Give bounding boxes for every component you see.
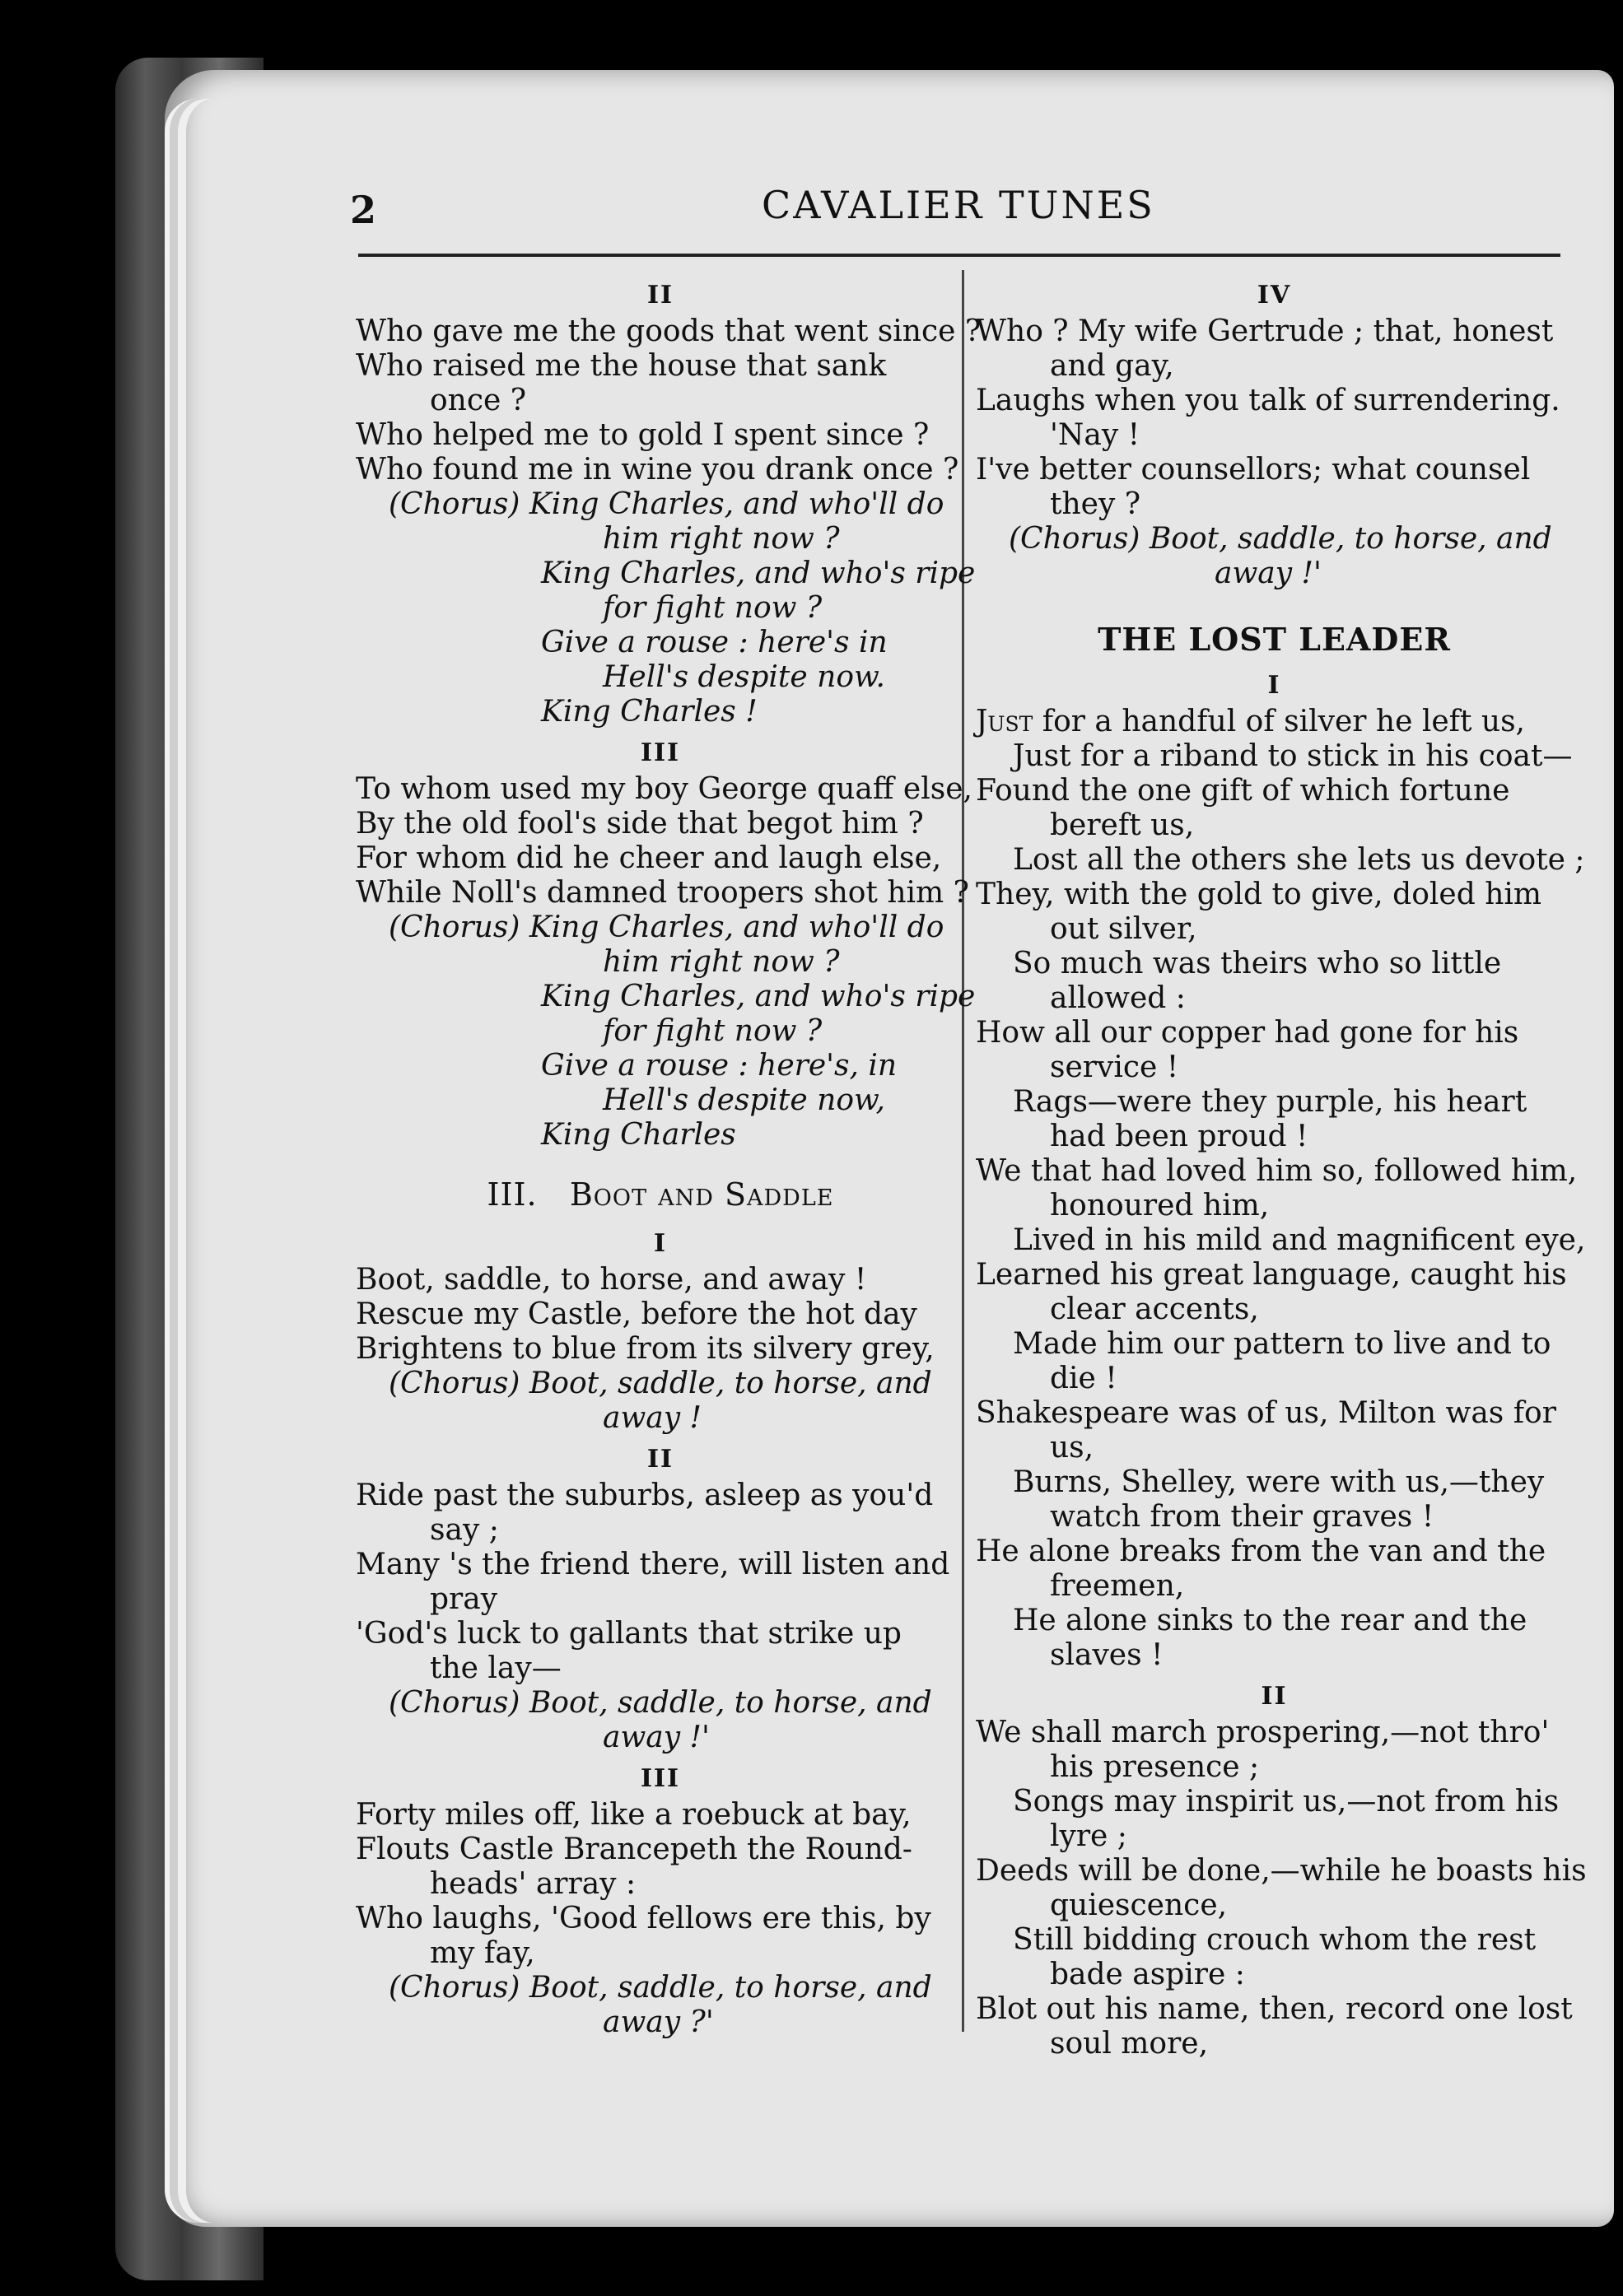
stanza-numeral: II: [646, 281, 674, 310]
verse-line: Blot out his name, then, record one lost: [976, 1992, 1573, 2026]
verse-line: die !: [1050, 1362, 1117, 1395]
verse-line: By the old fool's side that begot him ?: [356, 807, 924, 841]
verse-line: watch from their graves !: [1050, 1500, 1434, 1534]
verse-line: Ride past the suburbs, asleep as you'd: [356, 1479, 934, 1512]
page-header: [350, 181, 1577, 231]
running-head: CAVALIER TUNES: [762, 183, 1155, 227]
verse-line: Songs may inspirit us,—not from his: [1013, 1785, 1560, 1819]
chorus-line: King Charles, and who's ripe: [541, 557, 976, 590]
chorus-label: (Chorus): [1009, 522, 1140, 556]
verse-line: They, with the gold to give, doled him: [976, 878, 1542, 911]
section-number: III.: [487, 1176, 538, 1213]
chorus-line: [356, 910, 965, 945]
verse-line: He alone sinks to the rear and the: [1013, 1604, 1527, 1637]
verse-line: Many 's the friend there, will listen and: [356, 1548, 950, 1581]
verse-line: Lived in his mild and magnificent eye,: [1013, 1223, 1586, 1257]
verse-line: Burns, Shelley, were with us,—they: [1013, 1465, 1545, 1499]
chorus-label: (Chorus): [389, 487, 520, 521]
chorus-label: (Chorus): [389, 1367, 520, 1400]
verse-line: We that had loved him so, followed him,: [976, 1154, 1578, 1188]
verse-line: lyre ;: [1050, 1819, 1127, 1853]
verse-line: 'God's luck to gallants that strike up: [356, 1617, 902, 1651]
verse-line: Still bidding crouch whom the rest: [1013, 1923, 1537, 1957]
chorus-line: King Charles: [541, 1118, 736, 1152]
verse-line: Made him our pattern to live and to: [1013, 1327, 1551, 1361]
chorus-line: Give a rouse : here's, in: [541, 1049, 898, 1083]
verse-line: Deeds will be done,—while he boasts his: [976, 1854, 1587, 1888]
chorus-line: away !: [603, 1401, 702, 1435]
stanza-numeral: III: [640, 1764, 681, 1793]
chorus-line: [356, 1971, 965, 2005]
verse-line: I've better counsellors; what counsel: [976, 453, 1531, 487]
page-number: 2: [350, 188, 377, 232]
verse-text: for a handful of silver he left us,: [1033, 705, 1525, 738]
chorus-text: Boot, saddle, to horse, and: [529, 1971, 932, 2005]
verse-line: Shakespeare was of us, Milton was for: [976, 1396, 1556, 1430]
verse-line: out silver,: [1050, 912, 1197, 946]
chorus-line: King Charles !: [541, 695, 758, 729]
drop-word: Just: [976, 705, 1033, 738]
verse-line: Who gave me the goods that went since ?: [356, 314, 982, 348]
right-column: [976, 272, 1587, 2061]
verse-line: Found the one gift of which fortune: [976, 774, 1510, 808]
verse-line: How all our copper had gone for his: [976, 1016, 1519, 1050]
chorus-label: (Chorus): [389, 910, 520, 944]
poem-title-lost-leader: THE LOST LEADER: [1098, 621, 1451, 658]
stanza-numeral: II: [1261, 1682, 1288, 1711]
verse-line: Who helped me to gold I spent since ?: [356, 418, 930, 452]
verse-line: they ?: [1050, 487, 1141, 521]
verse-line: slaves !: [1050, 1638, 1164, 1672]
stanza-numeral: IV: [1257, 281, 1292, 310]
verse-line: soul more,: [1050, 2027, 1209, 2061]
stanza-numeral: I: [1267, 671, 1281, 700]
chorus-line: [356, 1686, 965, 1721]
chorus-line: for fight now ?: [603, 1014, 823, 1048]
verse-line: had been proud !: [1050, 1120, 1308, 1153]
verse-line: us,: [1050, 1431, 1094, 1465]
verse-line: Flouts Castle Brancepeth the Round-: [356, 1833, 912, 1866]
verse-line: and gay,: [1050, 349, 1174, 383]
verse-line: heads' array :: [430, 1867, 637, 1901]
chorus-line: away !': [603, 1721, 710, 1754]
chorus-line: away !': [1215, 557, 1322, 590]
verse-line: Lost all the others she lets us devote ;: [1013, 843, 1585, 877]
verse-line: So much was theirs who so little: [1013, 947, 1502, 980]
chorus-label: (Chorus): [389, 1971, 520, 2005]
verse-line: my fay,: [430, 1936, 535, 1970]
verse-line: 'Nay !: [1050, 418, 1140, 452]
stanza-numeral: III: [640, 738, 681, 767]
stanza-numeral: I: [653, 1229, 668, 1258]
chorus-line: Give a rouse : here's in: [541, 626, 888, 659]
verse-line: Who ? My wife Gertrude ; that, honest: [976, 314, 1554, 348]
chorus-line: [976, 522, 1573, 557]
chorus-line: away ?': [603, 2005, 714, 2039]
chorus-text: Boot, saddle, to horse, and: [529, 1686, 932, 1720]
verse-line: the lay—: [430, 1651, 562, 1685]
chorus-text: King Charles, and who'll do: [529, 487, 944, 521]
verse-line: Brightens to blue from its silvery grey,: [356, 1332, 935, 1366]
verse-line: pray: [430, 1582, 498, 1616]
verse-line: Who found me in wine you drank once ?: [356, 453, 959, 487]
chorus-label: (Chorus): [389, 1686, 520, 1720]
chorus-line: [356, 1367, 965, 1401]
verse-line: bade aspire :: [1050, 1958, 1245, 1991]
verse-line: Learned his great language, caught his: [976, 1258, 1567, 1292]
chorus-text: Boot, saddle, to horse, and: [529, 1367, 932, 1400]
verse-line: his presence ;: [1050, 1750, 1260, 1784]
chorus-line: Hell's despite now,: [603, 1083, 885, 1117]
verse-line: quiescence,: [1050, 1888, 1228, 1922]
verse-line: Forty miles off, like a roebuck at bay,: [356, 1798, 912, 1832]
verse-line: Boot, saddle, to horse, and away !: [356, 1263, 867, 1297]
chorus-text: Boot, saddle, to horse, and: [1149, 522, 1552, 556]
verse-line: clear accents,: [1050, 1292, 1259, 1326]
verse-line: [976, 705, 1573, 739]
left-column: [356, 272, 982, 2040]
chorus-line: him right now ?: [603, 945, 840, 979]
verse-line: freemen,: [1050, 1569, 1185, 1603]
verse-line: bereft us,: [1050, 808, 1195, 842]
verse-line: once ?: [430, 384, 527, 417]
verse-line: To whom used my boy George quaff else,: [356, 772, 972, 806]
verse-line: We shall march prospering,—not thro': [976, 1716, 1550, 1749]
verse-line: Just for a riband to stick in his coat—: [1013, 739, 1573, 773]
verse-line: For whom did he cheer and laugh else,: [356, 841, 942, 875]
verse-line: honoured him,: [1050, 1189, 1270, 1223]
chorus-line: King Charles, and who's ripe: [541, 980, 976, 1013]
chorus-line: [356, 487, 965, 522]
verse-line: Who raised me the house that sank: [356, 349, 887, 383]
header-rule: [358, 254, 1560, 257]
verse-line: service !: [1050, 1050, 1179, 1084]
verse-line: Rescue my Castle, before the hot day: [356, 1297, 917, 1331]
verse-line: He alone breaks from the van and the: [976, 1535, 1546, 1568]
verse-line: say ;: [430, 1513, 499, 1547]
verse-line: allowed :: [1050, 981, 1186, 1015]
section-title-boot-and-saddle: [356, 1177, 965, 1212]
stanza-numeral: II: [646, 1445, 674, 1474]
verse-line: While Noll's damned troopers shot him ?: [356, 876, 969, 910]
verse-line: Rags—were they purple, his heart: [1013, 1085, 1527, 1119]
chorus-line: him right now ?: [603, 522, 840, 556]
page-edges: [165, 99, 219, 2223]
chorus-line: for fight now ?: [603, 591, 823, 625]
chorus-text: King Charles, and who'll do: [529, 910, 944, 944]
verse-line: Laughs when you talk of surrendering.: [976, 384, 1560, 417]
verse-line: Who laughs, 'Good fellows ere this, by: [356, 1902, 931, 1935]
chorus-line: Hell's despite now.: [603, 660, 885, 694]
section-heading: Boot and Saddle: [569, 1176, 834, 1213]
